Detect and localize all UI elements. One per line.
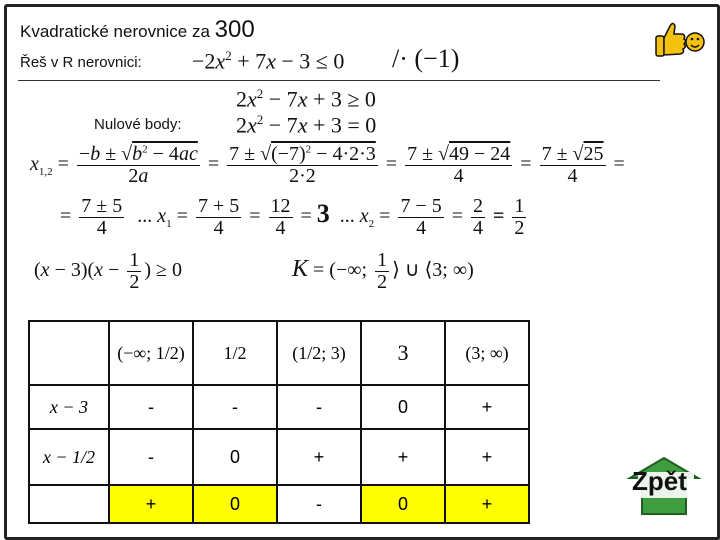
quadratic-formula-line: $x_{1,2}$ = $\frac{-b \pm √b^2 - 4ac}{2a}$ = $\frac{7 \pm √(-7)^2 - 4\cdot 2\cdot 3}{2\cdot 2}$ = $\frac{7 \pm √49 - 24}{4}$ = $\frac{7 \pm √25}{4}$ = [30,143,625,187]
interval-header: (1/2; 3) [277,321,361,385]
zero-points-label: Nulové body: [94,116,182,133]
table-corner [29,321,109,385]
interval-header: (−∞; 1/2) [109,321,193,385]
divider [18,80,660,81]
sign-cell: 0 [361,485,445,523]
page-title: Kvadratické nerovnice za 300 [20,16,255,43]
task-subtitle: Řeš v R nerovnici: [20,54,142,71]
factor-label: x − 3 [29,385,109,429]
sign-cell: + [109,485,193,523]
sign-cell: - [109,385,193,429]
interval-header: 3 [361,321,445,385]
problem-inequality: $-2x^2 + 7x - 3 \le 0$ [192,48,345,74]
solution-set: K = (−∞; $\frac{1}{2}$ ⟩ ∪ ⟨3; ∞) [292,249,474,293]
sign-table [28,320,530,524]
sign-cell: 0 [361,385,445,429]
table-row [29,429,529,485]
quadratic-equation: $2x^2 - 7x + 3 = 0$ [236,112,377,138]
sign-cell: + [277,429,361,485]
sign-cell: + [361,429,445,485]
roots-line: = $\frac{7 \pm 5}{4}$ ... $x_1$ = $\frac{7 + 5}{4}$ = $\frac{12}{4}$ = 3 ... $x_2$ = $\frac{7 - 5}{4}$ = $\frac{2}{4}$ = $\frac{1}{2}$ [60,195,525,239]
table-row [29,485,529,523]
factor-label [29,485,109,523]
table-row [29,385,529,429]
rewritten-inequality: $2x^2 - 7x + 3 \ge 0$ [236,86,376,112]
back-button-label[interactable]: Zpět [632,466,687,496]
sign-cell: + [445,385,529,429]
sign-cell: - [193,385,277,429]
factor-label: x − 1/2 [29,429,109,485]
thumbs-up-smiley-icon [650,18,706,64]
factored-inequality: (x − 3)(x − $\frac{1}{2}$ ) ≥ 0 [34,249,182,293]
sign-cell: - [277,385,361,429]
sign-cell: + [445,429,529,485]
interval-header: (3; ∞) [445,321,529,385]
title-number: 300 [214,16,255,43]
sign-cell: - [109,429,193,485]
sign-cell: + [445,485,529,523]
sign-cell: - [277,485,361,523]
sign-cell: 0 [193,429,277,485]
interval-header: 1/2 [193,321,277,385]
multiply-note: /· (−1) [392,44,460,73]
sign-cell: 0 [193,485,277,523]
